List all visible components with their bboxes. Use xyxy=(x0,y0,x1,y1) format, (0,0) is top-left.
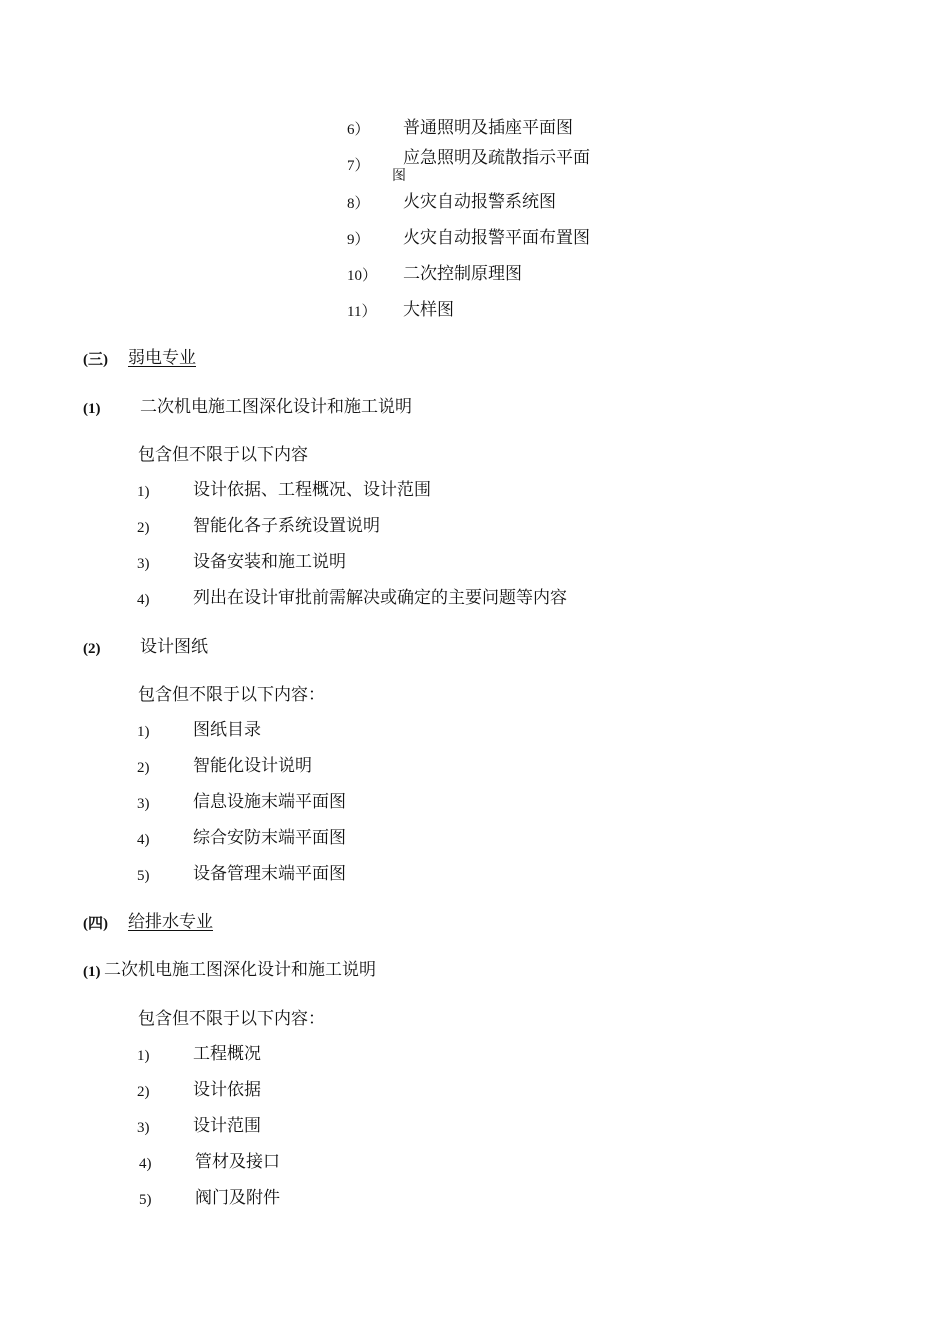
list-item-text-wrap: 图 xyxy=(392,168,406,184)
list-item-text: 设备管理末端平面图 xyxy=(193,864,346,884)
list-item-number: 2) xyxy=(137,760,150,776)
intro-text: 包含但不限于以下内容 xyxy=(138,445,308,465)
subsection-number: (1) xyxy=(83,964,101,980)
list-item-number: 3) xyxy=(137,796,150,812)
list-item-text: 综合安防末端平面图 xyxy=(193,828,346,848)
list-item-number: 3) xyxy=(137,556,150,572)
intro-text: 包含但不限于以下内容： xyxy=(138,1009,325,1029)
list-item-text: 图纸目录 xyxy=(193,720,261,740)
list-item-number: 5) xyxy=(137,868,150,884)
list-item-text: 设计范围 xyxy=(193,1116,261,1136)
list-item-number: 8） xyxy=(347,196,370,212)
list-item-text: 应急照明及疏散指示平面 xyxy=(403,148,590,168)
list-item-number: 9） xyxy=(347,232,370,248)
section-heading: 给排水专业 xyxy=(128,912,213,932)
section-number: (三) xyxy=(83,352,108,368)
subsection-number: (2) xyxy=(83,641,101,657)
list-item-text: 设计依据、工程概况、设计范围 xyxy=(193,480,431,500)
subsection-heading: 设计图纸 xyxy=(140,637,208,657)
list-item-text: 火灾自动报警系统图 xyxy=(403,192,556,212)
list-item-number: 4) xyxy=(139,1156,152,1172)
list-item-number: 4) xyxy=(137,592,150,608)
section-heading: 弱电专业 xyxy=(128,348,196,368)
list-item-number: 10） xyxy=(347,268,378,284)
section-number: (四) xyxy=(83,916,108,932)
list-item-text: 设计依据 xyxy=(193,1080,261,1100)
list-item-text: 火灾自动报警平面布置图 xyxy=(403,228,590,248)
list-item-number: 2) xyxy=(137,1084,150,1100)
subsection-number: (1) xyxy=(83,401,101,417)
list-item-number: 7） xyxy=(347,158,370,174)
list-item-text: 普通照明及插座平面图 xyxy=(403,118,573,138)
list-item-number: 1) xyxy=(137,724,150,740)
intro-text: 包含但不限于以下内容： xyxy=(138,685,325,705)
list-item-text: 阀门及附件 xyxy=(195,1188,280,1208)
list-item-text: 智能化各子系统设置说明 xyxy=(193,516,380,536)
list-item-text: 工程概况 xyxy=(193,1044,261,1064)
list-item-number: 6） xyxy=(347,122,370,138)
list-item-text: 大样图 xyxy=(403,300,454,320)
subsection-heading: 二次机电施工图深化设计和施工说明 xyxy=(104,960,376,980)
subsection-heading: 二次机电施工图深化设计和施工说明 xyxy=(140,397,412,417)
list-item-number: 3) xyxy=(137,1120,150,1136)
list-item-text: 设备安装和施工说明 xyxy=(193,552,346,572)
list-item-number: 2) xyxy=(137,520,150,536)
list-item-number: 11） xyxy=(347,304,377,320)
list-item-number: 5) xyxy=(139,1192,152,1208)
list-item-text: 智能化设计说明 xyxy=(193,756,312,776)
list-item-text: 列出在设计审批前需解决或确定的主要问题等内容 xyxy=(193,588,567,608)
list-item-number: 1) xyxy=(137,1048,150,1064)
list-item-text: 二次控制原理图 xyxy=(403,264,522,284)
list-item-number: 1) xyxy=(137,484,150,500)
list-item-number: 4) xyxy=(137,832,150,848)
list-item-text: 信息设施末端平面图 xyxy=(193,792,346,812)
list-item-text: 管材及接口 xyxy=(195,1152,280,1172)
